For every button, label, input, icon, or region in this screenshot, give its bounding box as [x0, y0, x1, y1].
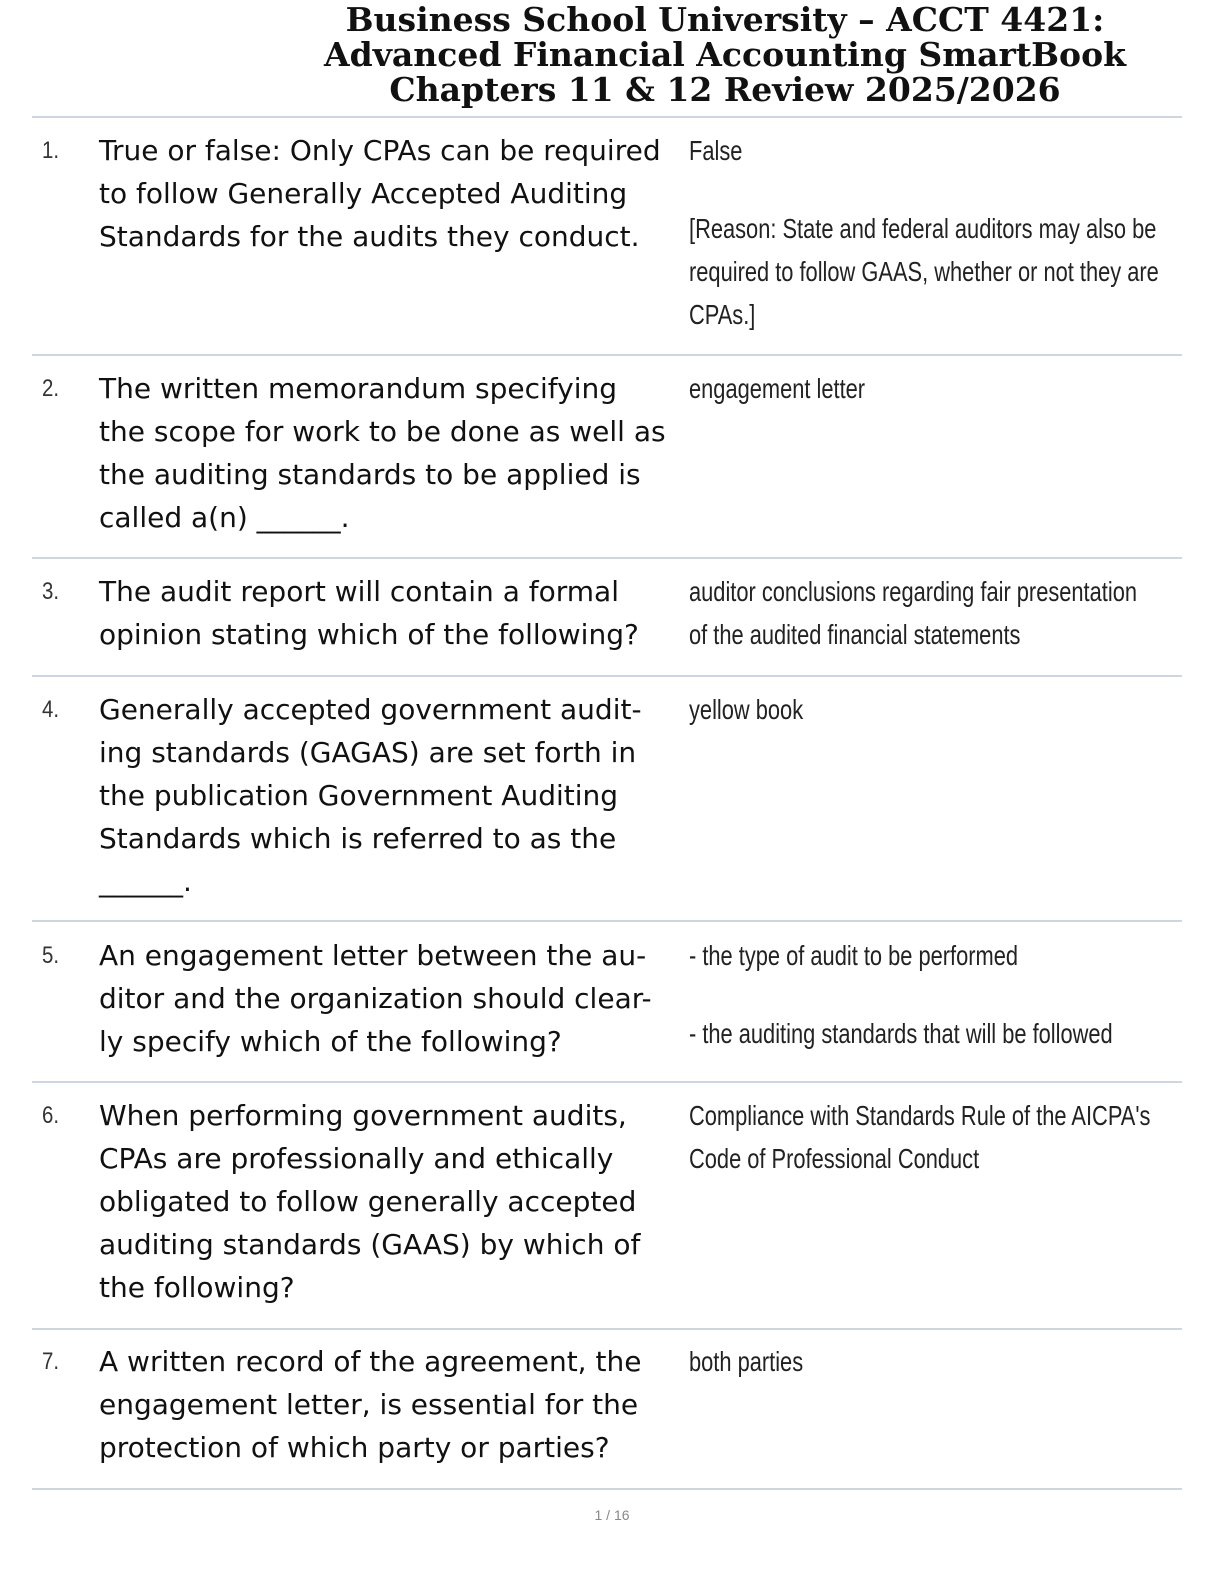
page-title-line-2: Advanced Financial Accounting SmartBook	[324, 35, 1126, 74]
question-line: called a(n) ______.	[99, 501, 350, 534]
answer-text	[689, 129, 1159, 336]
question-text	[99, 570, 689, 656]
question-text	[99, 934, 689, 1063]
divider	[32, 116, 1182, 118]
answer-line: both parties	[689, 1346, 804, 1377]
answer-text	[689, 1094, 1151, 1180]
answer-line: False	[689, 135, 743, 166]
question-line: CPAs are professionally and ethically	[99, 1142, 614, 1175]
question-line: the following?	[99, 1271, 295, 1304]
divider	[32, 1328, 1182, 1330]
question-text	[99, 1094, 689, 1309]
answer-line: Code of Professional Conduct	[689, 1143, 980, 1174]
item-number: 3.	[42, 578, 60, 605]
divider	[32, 675, 1182, 677]
question-line: A written record of the agreement, the	[99, 1345, 642, 1378]
question-line: the publication Government Auditing	[99, 779, 619, 812]
answer-line: Compliance with Standards Rule of the AICPA's	[689, 1100, 1151, 1131]
question-line: Standards which is referred to as the	[99, 822, 617, 855]
question-line: Generally accepted government audit-	[99, 693, 642, 726]
divider	[32, 557, 1182, 559]
question-line: ______.	[99, 865, 192, 898]
divider	[32, 1488, 1182, 1490]
answer-text	[689, 1340, 1095, 1383]
question-line: the scope for work to be done as well as	[99, 415, 666, 448]
item-number: 2.	[42, 375, 60, 402]
page-title-line-1: Business School University – ACCT 4421:	[345, 0, 1105, 39]
question-line: engagement letter, is essential for the	[99, 1388, 639, 1421]
question-line: When performing government audits,	[99, 1099, 627, 1132]
question-line: opinion stating which of the following?	[99, 618, 639, 651]
divider	[32, 1081, 1182, 1083]
answer-line: - the type of audit to be performed	[689, 940, 1019, 971]
page-title-line-3: Chapters 11 & 12 Review 2025/2026	[389, 70, 1061, 109]
question-line: ing standards (GAGAS) are set forth in	[99, 736, 637, 769]
answer-line: of the audited financial statements	[689, 619, 1021, 650]
question-text	[99, 688, 689, 903]
answer-reason-line: [Reason: State and federal auditors may also be	[689, 213, 1157, 244]
answer-text	[689, 934, 1113, 1055]
divider	[32, 354, 1182, 356]
answer-line: auditor conclusions regarding fair presentation	[689, 576, 1137, 607]
answer-text	[689, 688, 1095, 731]
answer-line: - the auditing standards that will be followed	[689, 1018, 1113, 1049]
item-number: 7.	[42, 1348, 60, 1375]
answer-line: yellow book	[689, 694, 804, 725]
answer-text	[689, 367, 1095, 410]
question-line: The written memorandum specifying	[99, 372, 618, 405]
question-text	[99, 1340, 689, 1469]
question-line: protection of which party or parties?	[99, 1431, 610, 1464]
answer-reason-line: CPAs.]	[689, 299, 756, 330]
divider	[32, 920, 1182, 922]
question-line: obligated to follow generally accepted	[99, 1185, 637, 1218]
item-number: 6.	[42, 1102, 60, 1129]
question-line: True or false: Only CPAs can be required	[99, 134, 661, 167]
question-text	[99, 367, 689, 539]
item-number: 4.	[42, 696, 60, 723]
answer-line: engagement letter	[689, 373, 866, 404]
question-line: The audit report will contain a formal	[99, 575, 619, 608]
question-text	[99, 129, 689, 258]
question-line: auditing standards (GAAS) by which of	[99, 1228, 641, 1261]
question-line: the auditing standards to be applied is	[99, 458, 641, 491]
page-number: 1 / 16	[594, 1507, 630, 1523]
item-number: 5.	[42, 942, 60, 969]
question-line: to follow Generally Accepted Auditing	[99, 177, 628, 210]
question-line: ly specify which of the following?	[99, 1025, 562, 1058]
answer-text	[689, 570, 1137, 656]
question-line: Standards for the audits they conduct.	[99, 220, 640, 253]
item-number: 1.	[42, 137, 60, 164]
question-line: An engagement letter between the au-	[99, 939, 647, 972]
answer-reason-line: required to follow GAAS, whether or not they are	[689, 256, 1159, 287]
question-line: ditor and the organization should clear-	[99, 982, 652, 1015]
